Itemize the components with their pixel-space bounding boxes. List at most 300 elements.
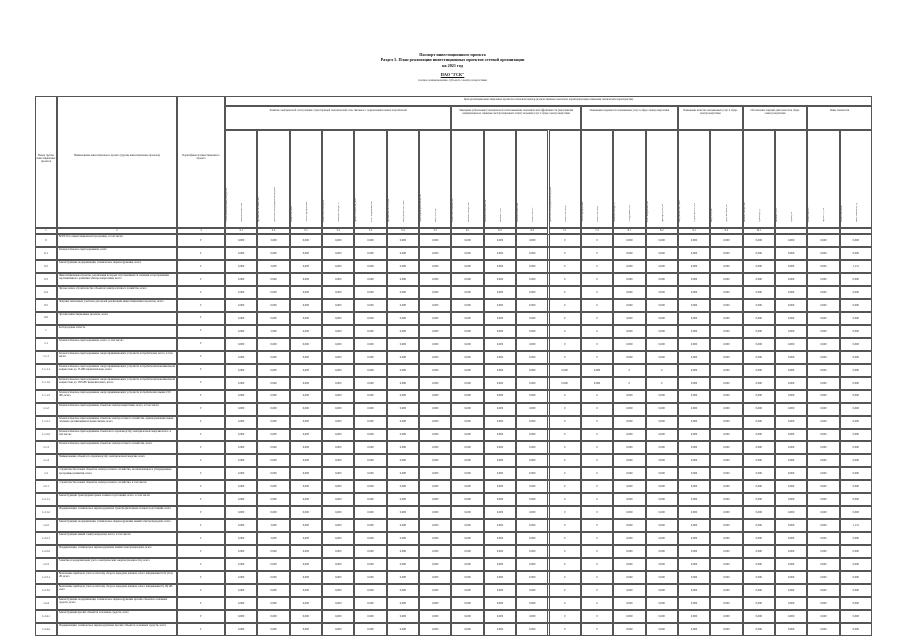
row-value: 0,000	[787, 614, 795, 618]
row-value: 0,000	[464, 446, 471, 450]
row-value: 0,000	[820, 355, 827, 359]
row-value: 0	[563, 394, 566, 398]
row-value: 0,000	[464, 472, 471, 476]
row-value: 0,000	[432, 342, 439, 346]
row-value: 0,000	[723, 433, 730, 437]
row-value: 0,000	[238, 407, 245, 411]
row-value: 0,000	[626, 511, 633, 515]
row-value: 0,000	[626, 238, 633, 242]
row-value: 0,000	[335, 381, 342, 385]
row-value: 0,000	[335, 627, 342, 631]
row-value: 0,000	[238, 550, 245, 554]
row-name: Реконструкция, модернизация, техническое перевооружение прочих объектов основных средств, всего	[58, 598, 168, 605]
row-value: 0	[563, 537, 566, 541]
row-value: 0,000	[367, 472, 374, 476]
row-value: 0,000	[464, 303, 471, 307]
row-name: Прочее новое строительство объектов электросетевого хозяйства, всего	[58, 286, 147, 290]
row-value: 0,000	[302, 524, 309, 528]
row-value: 0	[563, 290, 566, 294]
column-number: 4.1	[239, 229, 243, 233]
row-value: 0	[563, 576, 566, 580]
row-value: 0,000	[238, 433, 245, 437]
row-value: 0,000	[658, 601, 665, 605]
row-value: 0	[563, 303, 566, 307]
row-value: 0,000	[723, 355, 730, 359]
row-value: 0,000	[432, 601, 439, 605]
row-value: 0	[596, 524, 598, 528]
row-value: 0,000	[755, 472, 762, 476]
row-value: 0,000	[690, 601, 698, 605]
row-group-mark: Г	[200, 575, 202, 579]
row-value: 0,000	[755, 563, 762, 567]
row-value: 0	[563, 251, 566, 255]
row-value: 0,000	[367, 251, 374, 255]
row-value: 0,000	[755, 420, 762, 424]
row-value: 0,000	[852, 238, 859, 242]
row-value: 0,000	[238, 537, 245, 541]
row-value: 0,000	[755, 614, 762, 618]
row-value: 0,000	[723, 329, 730, 333]
row-code: 1.2	[44, 472, 48, 476]
row-value: 0,000	[852, 589, 859, 592]
row-value: 0,000	[367, 407, 374, 411]
row-value: 0	[563, 524, 566, 528]
row-value: 0,000	[690, 342, 698, 346]
row-value: 0,000	[399, 277, 407, 281]
row-value: 0,000	[626, 329, 633, 333]
row-value: 0,000	[464, 485, 471, 489]
row-value: 0,000	[723, 342, 730, 346]
row-value: 0,000	[690, 627, 698, 631]
row-value: 0,000	[270, 589, 277, 592]
row-group-mark: Г	[200, 368, 202, 372]
row-value: 0,000	[690, 329, 698, 333]
row-value: 0,000	[399, 368, 407, 372]
row-value: 0	[563, 446, 566, 450]
row-value: 0,000	[626, 277, 633, 281]
row-value: 0	[563, 563, 566, 567]
row-value: 0,000	[302, 627, 309, 631]
row-value: 0,000	[787, 303, 795, 307]
row-value: 0,000	[852, 498, 859, 502]
row-value: 0,000	[658, 355, 665, 359]
row-value: 0,000	[399, 472, 407, 476]
row-value: 0,000	[496, 498, 504, 502]
row-value: 0,000	[270, 407, 277, 411]
row-value: 0,000	[529, 381, 536, 385]
row-value: 0	[596, 472, 598, 476]
row-value: 0,000	[238, 576, 245, 580]
column-number: 5.5	[433, 229, 438, 233]
row-group-mark: Г	[200, 446, 202, 450]
row-value: 0,000	[432, 277, 439, 281]
row-value: 0,000	[723, 614, 730, 618]
row-value: 0,000	[787, 355, 795, 359]
row-code: 0.6	[44, 316, 48, 320]
header-group-title: Иные показатели	[830, 109, 850, 112]
row-value: 0	[563, 420, 566, 424]
row-value: 0,000	[626, 589, 633, 592]
row-value: 0,000	[238, 420, 245, 424]
row-value: 0,000	[820, 576, 827, 580]
row-value: 0,000	[723, 627, 730, 631]
row-value: 0,000	[723, 459, 730, 463]
row-value: 0,000	[302, 576, 309, 580]
row-code: 1.1.1.3	[42, 394, 50, 398]
row-value: 0,000	[464, 394, 471, 398]
row-value: 0,000	[690, 290, 698, 294]
row-value: 0,000	[852, 303, 859, 307]
row-value: 0,000	[302, 472, 309, 476]
row-value: 0,000	[852, 355, 859, 359]
row-value: 0	[596, 459, 598, 463]
row-value: 0,000	[302, 537, 309, 541]
row-value: 0,000	[432, 316, 439, 320]
row-value: 0,000	[270, 563, 277, 567]
row-value: 0,000	[690, 316, 698, 320]
row-value: 0,000	[852, 251, 859, 255]
row-value: 0,000	[658, 420, 665, 424]
row-value: 0,000	[820, 485, 827, 489]
row-value: 0,000	[529, 446, 536, 450]
row-group-mark: Г	[200, 303, 202, 307]
row-value: 0,000	[852, 550, 859, 554]
row-value: 0,000	[690, 407, 698, 411]
row-value: 0,000	[529, 290, 536, 294]
row-value: 0,000	[496, 472, 504, 476]
row-code: 0.4	[44, 290, 48, 294]
row-group-mark: Г	[200, 614, 202, 618]
row-value: 0,000	[367, 355, 374, 359]
row-value: 0,000	[238, 381, 245, 385]
row-value: 0	[563, 264, 566, 268]
row-value: 0,000	[496, 277, 504, 281]
row-value: 0,000	[787, 264, 795, 268]
row-value: 0,000	[820, 550, 827, 554]
row-value: 0	[628, 381, 631, 385]
title-line: Паспорт инвестиционного проекта	[419, 52, 486, 57]
row-value: 0,000	[302, 485, 309, 489]
row-value: 0,000	[496, 407, 504, 411]
row-value: 0,000	[658, 576, 665, 580]
row-value: 0,000	[432, 264, 439, 268]
row-value: 0,000	[399, 420, 407, 424]
row-value: 0,000	[464, 329, 471, 333]
row-value: 0,000	[270, 511, 277, 515]
row-value: 0,000	[820, 589, 827, 592]
row-value: 0,000	[432, 627, 439, 631]
row-value: 0,000	[658, 472, 665, 476]
row-value: 0,000	[238, 368, 245, 372]
row-group-mark: Г	[200, 420, 202, 424]
column-number: 9.1	[692, 229, 696, 233]
row-group-mark: Г	[200, 342, 202, 346]
row-value: 0,000	[852, 485, 859, 489]
row-value: 0,000	[690, 563, 698, 567]
row-value: 0,000	[690, 433, 698, 437]
row-name: Белгородская область	[58, 325, 86, 329]
row-value: 0,000	[787, 251, 795, 255]
row-value: 0,000	[529, 316, 536, 320]
row-value: 0,000	[658, 264, 665, 268]
row-value: 0,000	[626, 303, 633, 307]
row-value: 0,000	[302, 342, 309, 346]
row-value: 0,000	[367, 394, 374, 398]
row-value: 0,000	[432, 472, 439, 476]
row-value: 0,000	[723, 563, 730, 567]
row-value: 0,000	[852, 459, 859, 463]
row-value: 0,000	[270, 627, 277, 631]
row-value: 0,000	[723, 576, 730, 580]
organization-name: ПАО "ГСК"	[440, 72, 465, 77]
row-value: 0,000	[755, 550, 762, 554]
row-value: 0,000	[658, 524, 665, 528]
row-value: 0,000	[723, 498, 730, 502]
row-value: 0,000	[335, 407, 342, 411]
row-value: 0,000	[690, 368, 698, 372]
row-value: 0,000	[335, 303, 342, 307]
organization-caption: полное наименование субъекта электроэнергетики	[418, 78, 487, 82]
row-group-mark: Г	[200, 264, 202, 268]
row-value: 0,000	[335, 316, 342, 320]
row-value: 0,000	[755, 342, 762, 346]
row-value: 0,000	[529, 238, 536, 242]
column-number: 4.2	[271, 229, 276, 233]
row-value: 0,000	[367, 459, 374, 463]
row-value: 0,000	[464, 459, 471, 463]
row-name: Технологическое присоединение объектов электроэнергетики, всего, в том числе:	[58, 403, 160, 407]
row-value: 3,000	[270, 329, 277, 333]
row-value: 0	[596, 446, 598, 450]
row-value: 0,000	[335, 433, 342, 437]
row-value: 0,000	[335, 550, 342, 554]
row-value: 0,000	[723, 485, 730, 489]
row-name: Строительство новых объектов электросетевого хозяйства, в том числе:	[58, 481, 147, 485]
row-value: 0	[596, 498, 598, 502]
row-value: 0,000	[464, 550, 471, 554]
row-value: 0,000	[496, 368, 504, 372]
row-code: 1.2.3.2	[42, 588, 50, 592]
row-value: 0,000	[335, 498, 342, 502]
row-value: 0,000	[658, 550, 665, 554]
row-value: 0,000	[335, 601, 342, 605]
row-value: 0	[596, 394, 598, 398]
row-code: 1.2.4.2	[42, 627, 50, 631]
row-code: 1.2.1.1	[42, 498, 50, 502]
row-value: 0,000	[529, 264, 536, 268]
row-value: 0	[596, 433, 598, 437]
row-value: 0,000	[723, 303, 730, 307]
row-value: 0,000	[658, 303, 665, 307]
row-value: 0,000	[432, 407, 439, 411]
row-code: 0.2	[44, 264, 48, 268]
row-value: 0,000	[787, 601, 795, 605]
row-value: 0,000	[626, 290, 633, 294]
row-value: 0,000	[787, 563, 795, 567]
row-value: 0,000	[723, 264, 730, 268]
column-number: 7.1	[562, 229, 567, 233]
row-value: 0,000	[399, 342, 407, 346]
row-value: 0,000	[238, 511, 245, 515]
row-value: 0,000	[626, 563, 633, 567]
row-value: 0,000	[723, 524, 730, 528]
row-value: 0,000	[432, 381, 439, 385]
header-sub-label: Приборы учета, шт	[661, 203, 664, 222]
row-value: 0,000	[464, 277, 471, 281]
header-sub-label: Показатель надежности	[484, 199, 487, 222]
header-sub-label: Выбытие ЛЭП	[499, 208, 502, 222]
row-value: 0,000	[755, 627, 762, 631]
row-value: 0,000	[658, 329, 665, 333]
row-value: 0,000	[464, 368, 471, 372]
row-value: 0,000	[626, 342, 633, 346]
header-goals: Цели реализации инвестиционных проектов в плановом периоде (количественные показатели, характеризующие изменения технических характеристик)	[463, 98, 634, 101]
row-value: 0,000	[238, 459, 245, 463]
row-value: 0,000	[820, 277, 827, 281]
header-group-title: Развитие электрической сети/усиление существующей электрической сети, связанное с подключением новых потребителей	[269, 109, 407, 112]
row-value: 0,000	[238, 264, 245, 268]
row-value: 0,000	[367, 290, 374, 294]
row-name: Технологическое присоединение энергопринимающих устройств потребителей, всего, в том числе:	[58, 351, 173, 358]
row-value: 0,000	[755, 238, 762, 242]
row-name: Технологическое присоединение энергопринимающих устройств потребителей максимальной мощностью до 15 кВт включительно, всего	[58, 364, 175, 371]
row-value: 0,000	[464, 563, 471, 567]
row-value: 0,000	[820, 342, 827, 346]
row-value: 0,000	[432, 524, 439, 528]
row-value: 0,000	[335, 589, 342, 592]
row-value: 0,000	[755, 601, 762, 605]
row-value: 0	[563, 550, 566, 554]
row-value: 0,000	[399, 498, 407, 502]
header-sub-label: Объем финансирования, млн рублей	[226, 188, 228, 222]
row-value: 0,000	[302, 589, 309, 592]
row-value: 0,000	[464, 614, 471, 618]
row-value: 0	[563, 407, 566, 411]
row-value: 0	[596, 407, 598, 411]
row-code: 1.1.1	[43, 355, 49, 359]
row-value: 0,000	[367, 537, 374, 541]
row-value: 0,000	[464, 576, 471, 580]
row-value: 0,000	[399, 459, 407, 463]
row-value: 0,000	[723, 550, 730, 554]
row-value: 0,000	[529, 342, 536, 346]
row-value: 0,000	[561, 368, 568, 372]
row-value: 0,000	[496, 251, 504, 255]
row-value: 0,000	[270, 277, 277, 281]
row-value: 0,000	[432, 433, 439, 437]
row-value: 0,000	[852, 342, 859, 346]
row-value: 0,000	[335, 563, 342, 567]
row-value: 0,000	[755, 355, 762, 359]
row-value: 0,000	[496, 511, 504, 515]
row-value: 0,000	[820, 420, 827, 424]
row-value: 0,000	[335, 459, 342, 463]
row-value: 0,000	[302, 511, 309, 515]
row-value: 0,000	[464, 433, 471, 437]
row-value: 0,000	[626, 264, 633, 268]
row-value: 0,000	[626, 407, 633, 411]
row-name: Включение приборов учета в систему сбора и передачи данных, класс напряжения 6 (10) кВ, всего	[58, 585, 174, 592]
row-value: 0,000	[787, 589, 795, 592]
row-value: 0,000	[529, 614, 536, 618]
row-value: 0,000	[852, 394, 859, 398]
row-value: 0,000	[464, 251, 471, 255]
row-code: 1.1.2.1	[42, 420, 50, 424]
row-value: 0,000	[820, 614, 827, 618]
row-group-mark: Г	[200, 472, 202, 476]
row-value: 0,000	[335, 472, 342, 476]
row-value: 0,000	[432, 238, 439, 242]
row-value: 0,000	[723, 381, 730, 385]
row-value: 0,000	[432, 511, 439, 515]
row-value: 0,000	[432, 614, 439, 618]
row-value: 0,000	[496, 394, 504, 398]
row-value: 0,000	[496, 264, 504, 268]
row-value: 0	[596, 251, 598, 255]
header-sub-label: Устройства РЗА, шт	[694, 203, 697, 222]
row-value: 0,000	[238, 238, 245, 242]
row-value: 0,000	[723, 394, 730, 398]
row-value: 0,000	[755, 537, 762, 541]
row-name: Модернизация, техническое перевооружение линий электропередачи, всего	[58, 546, 152, 550]
row-value: 0,000	[464, 589, 471, 592]
row-group-mark: Г	[200, 277, 202, 281]
header-sub-label: Здания, шт	[791, 211, 794, 222]
row-value: 0,000	[335, 524, 342, 528]
header-sub-label: Количество ПС	[808, 207, 811, 222]
row-value: 0,000	[626, 524, 633, 528]
row-value: 0,000	[270, 550, 277, 554]
row-value: 0,000	[367, 446, 374, 450]
row-value: 0,000	[658, 627, 665, 631]
header-sub-label: Выбытие мощностей	[743, 202, 746, 222]
row-value: 0,000	[399, 563, 407, 567]
row-code: 1.1.2	[43, 407, 49, 411]
row-name: Технологическое присоединение объектов по производству электрической энергии всего, в том числе:	[58, 429, 171, 436]
row-value: 0,000	[626, 316, 633, 320]
row-value: 1,131	[852, 524, 859, 528]
row-code: 1.2.4	[43, 601, 49, 605]
row-value: 0,000	[690, 459, 698, 463]
row-value: 0,000	[367, 511, 374, 515]
row-value: 0,000	[820, 498, 827, 502]
row-value: 0,000	[690, 576, 698, 580]
row-value: 0,000	[626, 472, 633, 476]
row-value: 0,000	[302, 394, 309, 398]
row-value: 0,000	[399, 511, 407, 515]
row-value: 0,000	[399, 381, 407, 385]
row-value: 0,000	[723, 589, 730, 592]
row-value: 0,000	[302, 368, 309, 372]
row-value: 0,000	[820, 601, 827, 605]
row-name: Реконструкция линий электропередачи, всего, в том числе:	[58, 533, 132, 537]
row-value: 0	[563, 355, 566, 359]
row-value: 0	[596, 601, 598, 605]
row-value: 0,000	[593, 381, 601, 385]
row-name: Наименование объекта по производству электрической энергии, всего	[58, 455, 145, 459]
row-value: 0,000	[496, 537, 504, 541]
row-value: 0,000	[852, 420, 859, 424]
row-value: 0,000	[529, 498, 536, 502]
row-value: 0,000	[302, 407, 309, 411]
row-name: ВСЕГО по инвестиционной программе, в том числе:	[58, 235, 124, 238]
row-value: 0,000	[432, 446, 439, 450]
row-value: 0,000	[658, 394, 665, 398]
row-name: Модернизация, техническое перевооружение трансформаторных и иных подстанций, всего	[58, 507, 172, 511]
row-value: 0,000	[432, 355, 439, 359]
row-group-mark: Г	[200, 316, 202, 320]
row-value: 0,000	[496, 563, 504, 567]
